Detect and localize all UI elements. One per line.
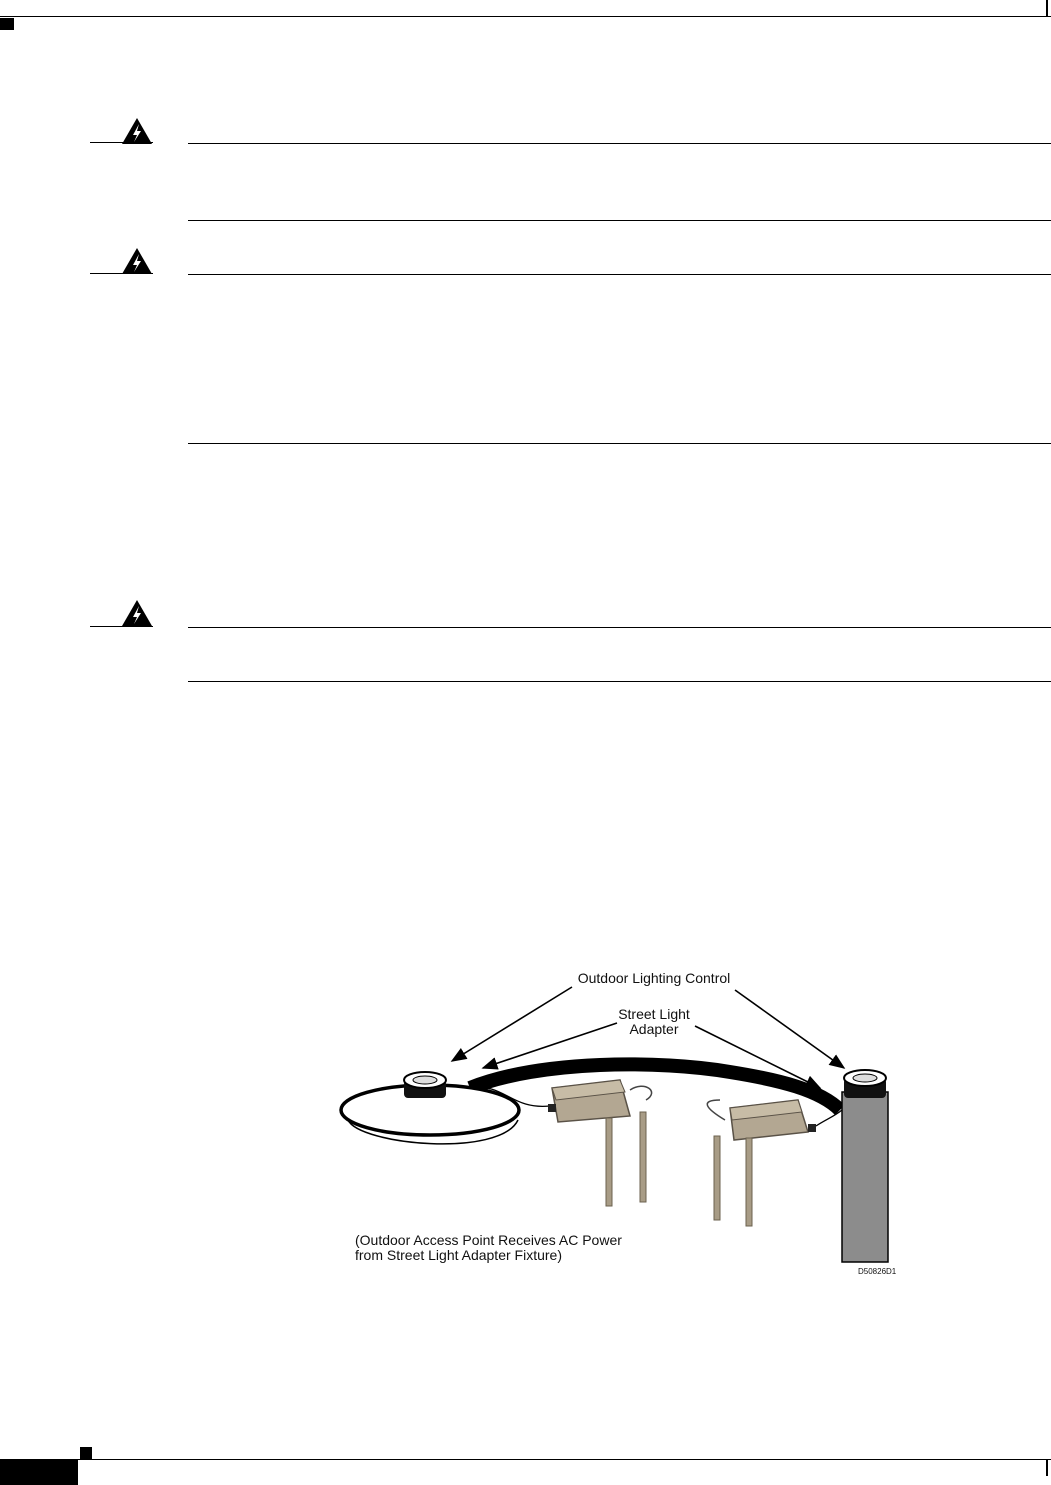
- right-antenna-1: [714, 1136, 720, 1220]
- warning-lightning-icon: [120, 598, 154, 628]
- warning-3-icon-underline: [90, 626, 153, 627]
- label-street-light-adapter-line1: Street Light: [618, 1006, 690, 1022]
- header-rule: [0, 16, 1051, 17]
- footer-right-tick: [1046, 1460, 1048, 1476]
- left-antenna-2: [640, 1112, 646, 1202]
- label-street-light-adapter-line2: Adapter: [629, 1021, 679, 1037]
- figure-caption-line1: (Outdoor Access Point Receives AC Power: [355, 1232, 622, 1248]
- figure-id: D50826D1: [858, 1267, 897, 1276]
- footer-page-tab: [0, 1460, 78, 1485]
- warning-2-icon-underline: [90, 273, 153, 274]
- street-light-pole: [842, 1092, 888, 1262]
- header-corner-mark: [0, 18, 14, 30]
- header-right-tick: [1046, 0, 1048, 17]
- warning-2-top-rule: [188, 274, 1051, 275]
- right-antenna-2: [746, 1138, 752, 1226]
- label-outdoor-lighting-control: Outdoor Lighting Control: [577, 970, 731, 986]
- arrow-to-right-control: [735, 990, 844, 1068]
- figure-caption-line2: from Street Light Adapter Fixture): [355, 1247, 562, 1263]
- left-antenna-1: [606, 1118, 612, 1206]
- street-light-adapter-figure: [330, 960, 920, 1285]
- left-access-point: [548, 1080, 652, 1206]
- warning-3-top-rule: [188, 627, 1051, 628]
- warning-1-top-rule: [188, 143, 1051, 144]
- footer-rule: [0, 1459, 1051, 1460]
- right-access-point: [707, 1100, 816, 1226]
- warning-lightning-icon: [120, 246, 154, 276]
- warning-2-bottom-rule: [188, 443, 1051, 444]
- footer-mark: [80, 1447, 92, 1459]
- warning-1-bottom-rule: [188, 220, 1051, 221]
- warning-3-bottom-rule: [188, 681, 1051, 682]
- warning-1-icon-underline: [90, 142, 153, 143]
- arrow-to-left-control: [452, 987, 572, 1061]
